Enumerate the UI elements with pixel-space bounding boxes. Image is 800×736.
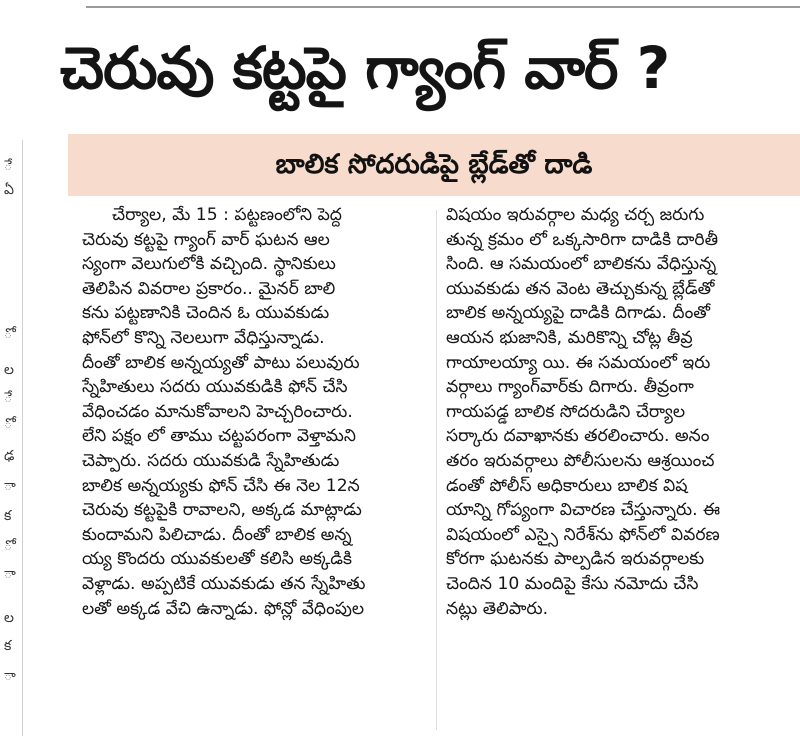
gutter-fragment: ల (4, 610, 14, 626)
gutter-fragment: ా (4, 668, 16, 684)
text-line: గాయపడ్డ బాలిక సోదరుడిని చేర్యాల (446, 401, 686, 422)
text-line: గాయాలయ్యా యి. ఈ సమయంలో ఇరు (446, 352, 711, 373)
top-rule (86, 6, 800, 8)
text-line: కోరగా ఘటనకు పాల్పడిన ఇరువర్గాలకు (446, 549, 705, 570)
gutter-fragment: ే (4, 158, 13, 174)
text-line: నట్లు తెలిపారు. (446, 598, 549, 619)
text-line: వేధించడం మానుకోవాలని హెచ్చరించారు. (82, 401, 353, 422)
article-column-left (82, 203, 434, 621)
text-line: వర్గాలు గ్యాంగ్‌వార్‌కు దిగారు. తీవ్రంగా (446, 377, 694, 398)
text-line: బాలిక అన్నయ్యకు ఫోన్‌ చేసి ఈ నెల 12న (82, 475, 360, 496)
text-line: స్యంగా వెలుగులోకి వచ్చింది. స్థానికులు (82, 254, 336, 275)
text-line: విషయంలో ఎస్సై నిరేశ్‌ను ఫోన్‌లో వివరణ (446, 524, 720, 545)
text-line: చెందిన 10 మందిపై కేసు నమోదు చేసి (446, 573, 699, 594)
text-line: కుందామని పిలిచాడు. దీంతో బాలిక అన్న (82, 524, 352, 545)
text-line: బాలిక అన్నయ్యపై దాడికి దిగాడు. దీంతో (446, 303, 711, 324)
text-line: సింది. ఆ సమయంలో బాలికను వేధిస్తున్న (446, 254, 717, 275)
text-line: యాన్ని గోప్యంగా విచారణ చేస్తున్నారు. ఈ (446, 500, 721, 521)
gutter-fragment: ో (4, 538, 13, 554)
text-line: లేని పక్షం లో తాము చట్టపరంగా వెళ్తామని (82, 426, 356, 447)
text-line: య్య కొందరు యువకులతో కలిసి అక్కడికి (82, 549, 352, 570)
text-line: కను పట్టణానికి చెందిన ఓ యువకుడు (82, 303, 330, 324)
text-line: వెళ్లాడు. అప్పటికే యువకుడు తన స్నేహితు (82, 573, 366, 594)
gutter-fragment: ఏ (4, 182, 14, 198)
gutter-fragment: ా (4, 478, 16, 494)
text-line: విషయం ఇరువర్గాల మధ్య చర్చ జరుగు (446, 205, 705, 225)
gutter-fragment: క (4, 508, 12, 524)
text-line: చెరువు కట్టపైకి రావాలని, అక్కడ మాట్లాడు (82, 500, 362, 521)
gutter-fragment: ో (4, 416, 13, 432)
text-line: లతో అక్కడ వేచి ఉన్నాడు. ఫోన్లో వేధింపుల (82, 598, 365, 619)
article-subheadline: బాలిక సోదరుడిపై బ్లేడ్‌తో దాడి (275, 149, 593, 180)
gutter-fragment: ఢ (4, 448, 15, 464)
text-line: సర్కారు దవాఖానకు తరలించారు. అనం (446, 426, 710, 447)
article-headline: చెరువు కట్టపై గ్యాంగ్‌ వార్‌ ? (60, 34, 670, 102)
text-line: చేర్యాల, మే 15 : పట్టణంలోని పెద్ద (112, 205, 342, 225)
adjacent-article-edge (0, 140, 23, 736)
gutter-fragment: ల (4, 362, 14, 378)
text-line: డంతో పోలీస్‌ అధికారులు బాలిక విష (446, 475, 688, 496)
text-line: స్నేహితులు సదరు యువకుడికి ఫోన్‌ చేసి (82, 377, 348, 398)
text-line: యువకుడు తన వెంట తెచ్చుకున్న బ్లేడ్‌తో (446, 278, 715, 299)
text-line: ఆయన భుజానికి, మరికొన్ని చోట్ల తీవ్ర (446, 327, 693, 348)
text-line: ఫోన్‌లో కొన్ని నెలలుగా వేధిస్తున్నాడు. (82, 327, 325, 348)
gutter-fragment: ా (4, 566, 16, 582)
text-line: తున్న క్రమం లో ఒక్కసారిగా దాడికి దారితీ (446, 229, 719, 250)
text-line: దీంతో బాలిక అన్నయ్యతో పాటు పలువురు (82, 352, 360, 373)
text-line: తెలిపిన వివరాల ప్రకారం.. మైనర్‌ బాలి (82, 278, 336, 299)
text-line: చెరువు కట్టపై గ్యాంగ్‌ వార్‌ ఘటన ఆల (82, 229, 330, 250)
gutter-fragment: ో (4, 326, 13, 342)
text-line: తరం ఇరువర్గాలు పోలీసులను ఆశ్రయించ (446, 450, 715, 471)
column-divider (436, 210, 437, 730)
article-column-right (446, 203, 798, 621)
gutter-fragment: క (4, 638, 12, 654)
gutter-fragment: ే (4, 390, 13, 406)
text-line: చెప్పారు. సదరు యువకుడి స్నేహితుడు (82, 450, 340, 471)
